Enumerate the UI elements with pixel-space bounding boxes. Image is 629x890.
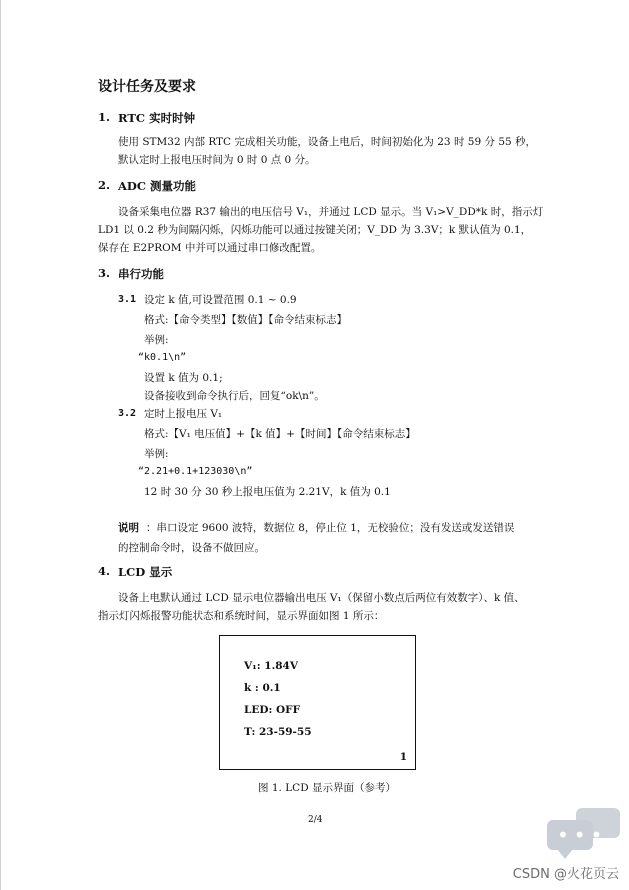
lcd-display-figure xyxy=(219,635,416,770)
document-title: 设计任务及要求 xyxy=(98,79,196,95)
section-3-title: 串行功能 xyxy=(118,267,164,281)
section-1-para-line-2: 默认定时上报电压时间为 0 时 0 点 0 分。 xyxy=(118,154,316,166)
section-2-para-line-1: 设备采集电位器 R37 输出的电压信号 V₁，并通过 LCD 显示。当 V₁>V_DD*k 时，指示灯 xyxy=(118,206,544,218)
lcd-k-line: k : 0.1 xyxy=(244,682,281,694)
lcd-page-indicator: 1 xyxy=(399,751,407,763)
section-2-number: 2. xyxy=(98,178,111,192)
subsection-3-1-example: “k0.1\n” xyxy=(138,352,187,363)
figure-caption: 图 1. LCD 显示界面（参考） xyxy=(258,782,396,794)
chat-bubble-icon[interactable]: ••• xyxy=(547,820,593,850)
section-4-para-line-2: 指示灯闪烁报警功能状态和系统时间，显示界面如图 1 所示： xyxy=(98,610,385,622)
section-2-para-line-3: 保存在 E2PROM 中并可以通过串口修改配置。 xyxy=(98,242,322,254)
lcd-led-line: LED: OFF xyxy=(244,704,301,716)
section-4-number: 4. xyxy=(98,564,111,578)
subsection-3-2-example: “2.21+0.1+123030\n” xyxy=(138,466,253,477)
section-4-para-line-1: 设备上电默认通过 LCD 显示电位器输出电压 V₁（保留小数点后两位有效数字）、k 值、 xyxy=(118,592,525,604)
watermark: CSDN @火花页云 xyxy=(512,867,619,882)
subsection-3-2-format: 格式:【V₁ 电压值】+【k 值】+【时间】【命令结束标志】 xyxy=(144,428,416,440)
page-edge xyxy=(0,0,1,890)
subsection-3-1-desc-1: 设置 k 值为 0.1; xyxy=(144,372,223,384)
subsection-3-1-text: 设定 k 值,可设置范围 0.1 ~ 0.9 xyxy=(144,294,297,306)
subsection-3-2-example-label: 举例: xyxy=(144,448,169,460)
subsection-3-2-label: 3.2 xyxy=(118,408,137,419)
section-1-para-line-1: 使用 STM32 内部 RTC 完成相关功能，设备上电后，时间初始化为 23 时 59 分 55 秒， xyxy=(118,136,537,148)
subsection-3-1-label: 3.1 xyxy=(118,294,137,305)
subsection-3-2-text: 定时上报电压 V₁ xyxy=(144,408,223,420)
note-label: 说明 xyxy=(118,522,139,534)
lcd-time-line: T: 23-59-55 xyxy=(244,726,312,738)
section-3-number: 3. xyxy=(98,266,111,280)
section-1-title: RTC 实时时钟 xyxy=(118,111,196,125)
page-number: 2/4 xyxy=(308,815,323,825)
subsection-3-1-example-label: 举例: xyxy=(144,334,169,346)
note-text-line-2: 的控制命令时，设备不做回应。 xyxy=(118,542,265,554)
lcd-voltage-line: V₁: 1.84V xyxy=(244,660,298,672)
section-1-number: 1. xyxy=(98,110,111,124)
note-text-line-1: ：串口设定 9600 波特，数据位 8，停止位 1，无校验位；没有发送或发送错误 xyxy=(146,522,515,534)
section-2-para-line-2: LD1 以 0.2 秒为间隔闪烁，闪烁功能可以通过按键关闭；V_DD 为 3.3V；k 默认值为 0.1， xyxy=(98,224,532,236)
subsection-3-1-format: 格式:【命令类型】【数值】【命令结束标志】 xyxy=(144,314,348,326)
section-4-title: LCD 显示 xyxy=(118,565,173,579)
subsection-3-1-desc-2: 设备接收到命令执行后，回复“ok\n”。 xyxy=(144,390,325,402)
section-2-title: ADC 测量功能 xyxy=(118,179,197,193)
subsection-3-2-desc: 12 时 30 分 30 秒上报电压值为 2.21V，k 值为 0.1 xyxy=(144,486,391,498)
